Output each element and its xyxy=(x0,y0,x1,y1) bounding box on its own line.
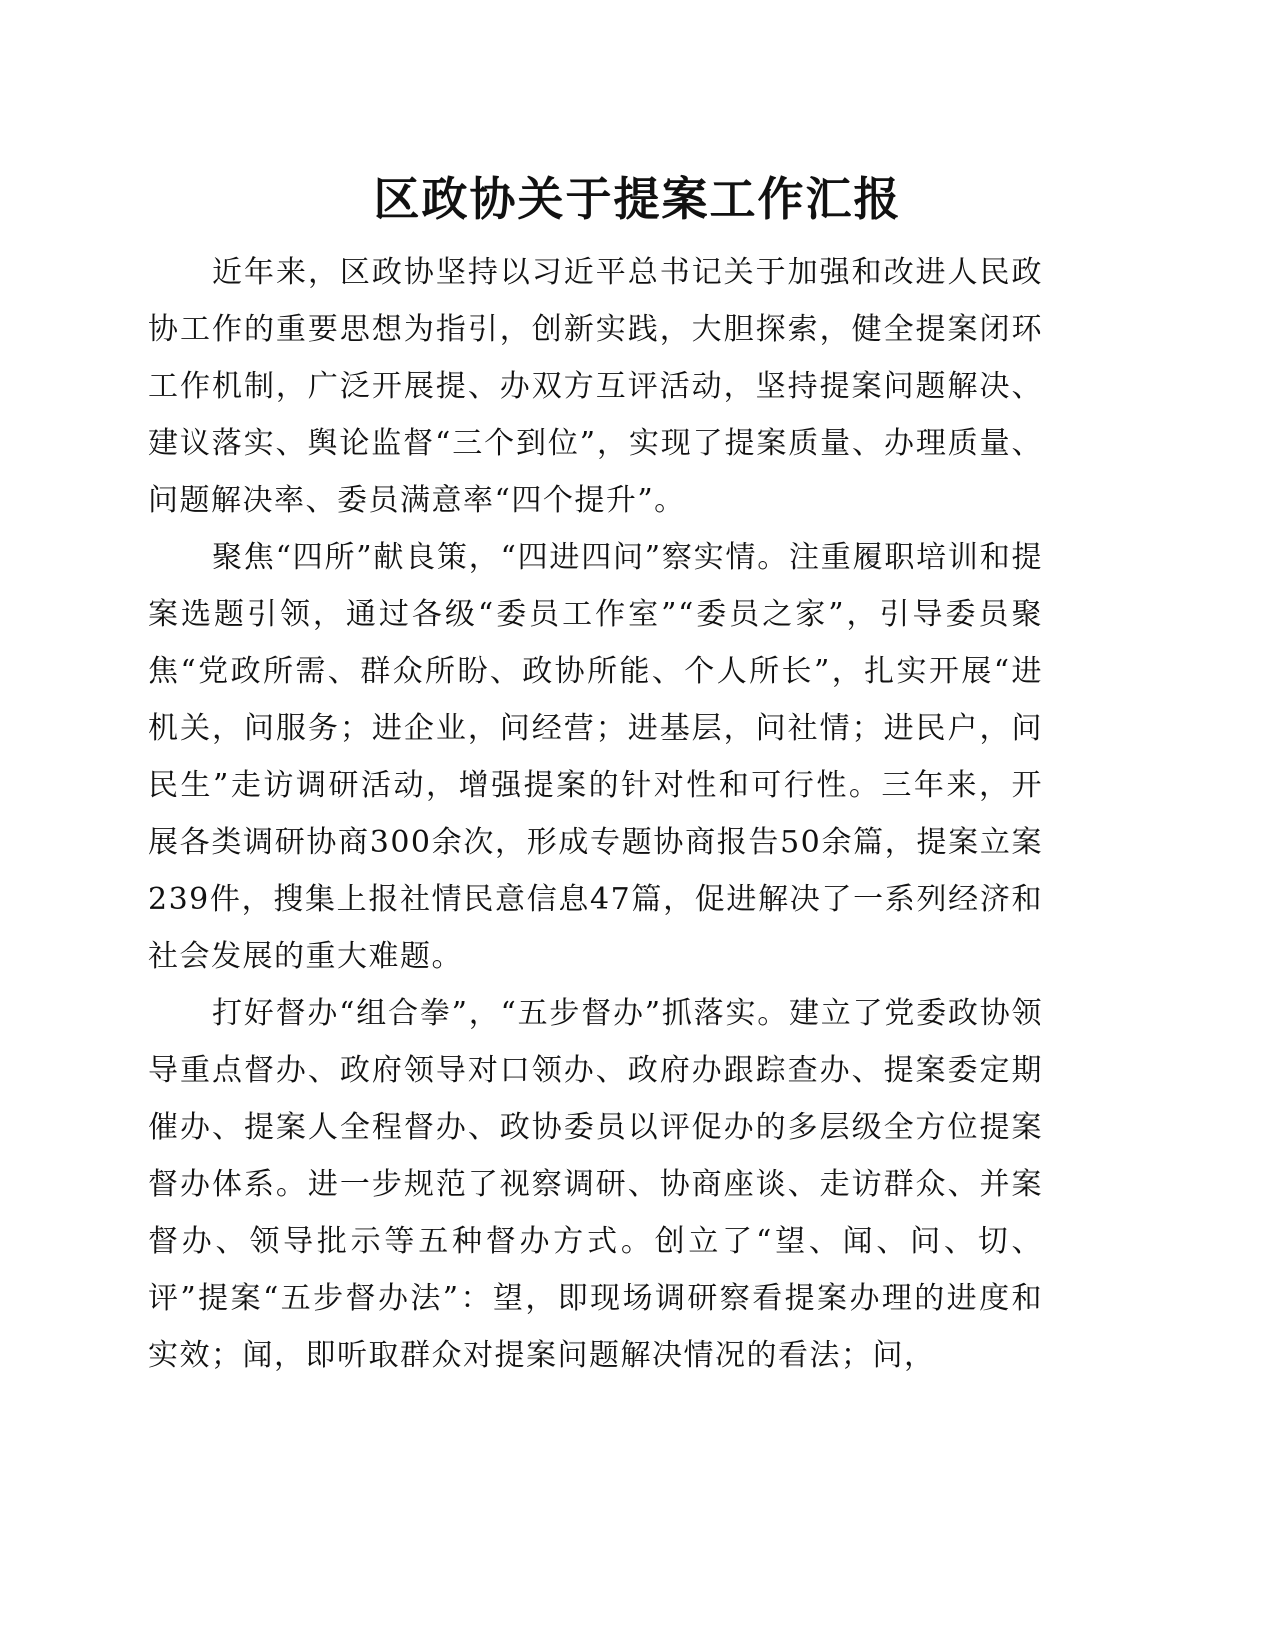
document-body xyxy=(148,244,1043,1384)
paragraph-supervision: 打好督办“组合拳”，“五步督办”抓落实。建立了党委政协领导重点督办、政府领导对口领办、政府办跟踪查办、提案委定期催办、提案人全程督办、政协委员以评促办的多层级全方位提案督办体系。进一步规范了视察调研、协商座谈、走访群众、并案督办、领导批示等五种督办方式。创立了“望、闻、问、切、评”提案“五步督办法”：望，即现场调研察看提案办理的进度和实效；闻，即听取群众对提案问题解决情况的看法；问， xyxy=(148,996,1043,1373)
paragraph-research: 聚焦“四所”献良策，“四进四问”察实情。注重履职培训和提案选题引领，通过各级“委员工作室”“委员之家”，引导委员聚焦“党政所需、群众所盼、政协所能、个人所长”，扎实开展“进机关，问服务；进企业，问经营；进基层，问社情；进民户，问民生”走访调研活动，增强提案的针对性和可行性。三年来，开展各类调研协商300余次，形成专题协商报告50余篇，提案立案239件，搜集上报社情民意信息47篇，促进解决了一系列经济和社会发展的重大难题。 xyxy=(148,540,1043,974)
paragraph-intro: 近年来，区政协坚持以习近平总书记关于加强和改进人民政协工作的重要思想为指引，创新实践，大胆探索，健全提案闭环工作机制，广泛开展提、办双方互评活动，坚持提案问题解决、建议落实、舆论监督“三个到位”，实现了提案质量、办理质量、问题解决率、委员满意率“四个提升”。 xyxy=(148,255,1043,518)
document-title: 区政协关于提案工作汇报 xyxy=(373,172,902,226)
